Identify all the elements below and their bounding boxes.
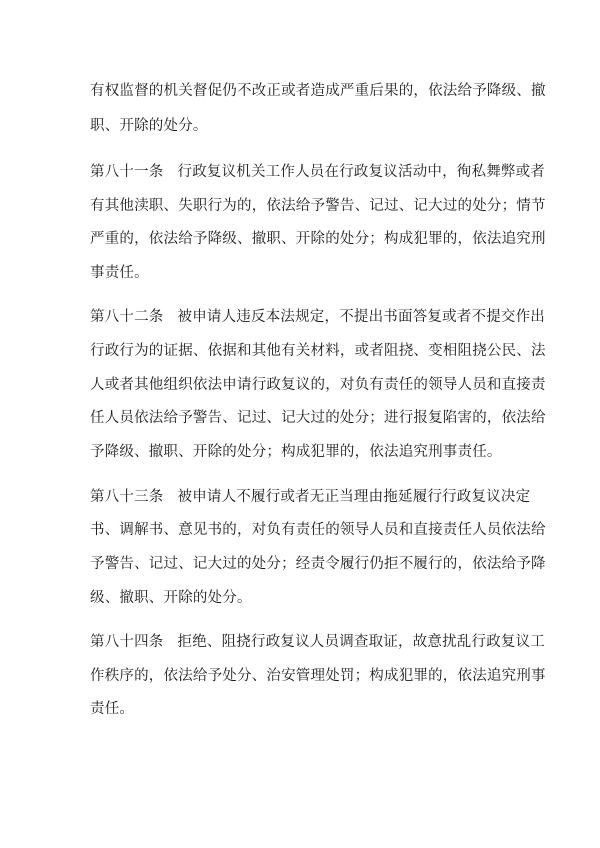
text-line: 被申请人不履行或者无正当理由拖延履行行政复议决定 bbox=[177, 489, 531, 505]
article-81-first-line bbox=[90, 162, 545, 182]
text-line: 予警告、记过、记大过的处分；经责令履行仍拒不履行的，依法给予降 bbox=[90, 556, 546, 572]
article-number: 第八十三条 bbox=[90, 489, 164, 505]
article-number: 第八十一条 bbox=[90, 164, 164, 180]
text-line: 书、调解书、意见书的，对负有责任的领导人员和直接责任人员依法给 bbox=[90, 522, 546, 538]
text-line: 行政复议机关工作人员在行政复议活动中，徇私舞弊或者 bbox=[177, 164, 545, 180]
article-number: 第八十二条 bbox=[90, 309, 164, 325]
text-line: 被申请人违反本法规定，不提出书面答复或者不提交作出 bbox=[177, 309, 545, 325]
text-line: 职、开除的处分。 bbox=[90, 118, 208, 134]
article-number: 第八十四条 bbox=[90, 634, 164, 650]
text-line: 有其他渎职、失职行为的，依法给予警告、记过、记大过的处分；情节 bbox=[90, 198, 546, 214]
text-line: 予降级、撤职、开除的处分；构成犯罪的，依法追究刑事责任。 bbox=[90, 444, 502, 460]
text-line: 事责任。 bbox=[90, 265, 149, 281]
text-line: 级、撤职、开除的处分。 bbox=[90, 590, 252, 606]
text-line: 作秩序的，依法给予处分、治安管理处罚；构成犯罪的，依法追究刑事 bbox=[90, 668, 546, 684]
text-line: 有权监督的机关督促仍不改正或者造成严重后果的，依法给予降级、撤 bbox=[90, 83, 546, 99]
text-line: 拒绝、阻挠行政复议人员调查取证，故意扰乱行政复议工 bbox=[177, 634, 545, 650]
text-line: 责任。 bbox=[90, 701, 135, 717]
text-line: 任人员依法给予警告、记过、记大过的处分；进行报复陷害的，依法给 bbox=[90, 410, 546, 426]
article-84-first-line bbox=[90, 632, 545, 652]
article-82-first-line bbox=[90, 307, 545, 327]
text-line: 严重的，依法给予降级、撤职、开除的处分；构成犯罪的，依法追究刑 bbox=[90, 231, 546, 247]
text-line: 人或者其他组织依法申请行政复议的，对负有责任的领导人员和直接责 bbox=[90, 377, 546, 393]
article-83-first-line bbox=[90, 487, 530, 507]
text-line: 行政行为的证据、依据和其他有关材料，或者阻挠、变相阻挠公民、法 bbox=[90, 343, 546, 359]
